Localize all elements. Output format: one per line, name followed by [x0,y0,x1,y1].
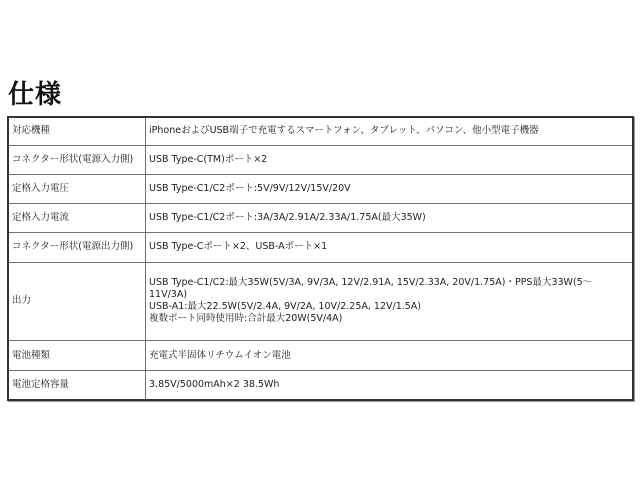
spec-value [146,371,634,400]
spec-value [146,204,634,233]
spec-value [146,262,634,341]
spec-value-line: 3.85V/5000mAh×2 38.5Wh [149,379,280,391]
spec-value-line: USB Type-C(TM)ポート×2 [149,153,268,165]
spec-row-rated-input-voltage [8,174,633,203]
page-title: 仕様 [8,80,63,110]
spec-value [146,117,634,145]
spec-label: 定格入力電流 [8,204,146,233]
spec-value [146,145,634,174]
spec-value [146,174,634,203]
spec-row-input-connector [8,145,633,174]
spec-value [146,233,634,262]
spec-value-line: iPhoneおよびUSB端子で充電するスマートフォン、タブレット、パソコン、他小型電子機器 [149,125,539,137]
spec-table [7,116,634,401]
spec-value [146,341,634,371]
spec-label: 電池種類 [8,341,146,371]
spec-value-line: 複数ポート同時使用時:合計最大20W(5V/4A) [149,313,343,325]
spec-row-output [8,262,633,341]
spec-label: コネクター形状(電源出力側) [8,233,146,262]
spec-label: 対応機種 [8,117,146,145]
spec-label: コネクター形状(電源入力側) [8,145,146,174]
spec-value-line: USB Type-C1/C2ポート:3A/3A/2.91A/2.33A/1.75A(最大35W) [149,212,426,224]
spec-row-compatible-devices [8,117,633,145]
spec-value-line: USB Type-Cポート×2、USB-Aポート×1 [149,241,328,253]
spec-label: 出力 [8,262,146,341]
spec-value-line: USB Type-C1/C2ポート:5V/9V/12V/15V/20V [149,182,351,194]
spec-value-line: USB Type-C1/C2:最大35W(5V/3A, 9V/3A, 12V/2.91A, 15V/2.33A, 20V/1.75A)・PPS最大33W(5〜11V/3A) [149,277,593,301]
spec-row-output-connector [8,233,633,262]
spec-label: 定格入力電圧 [8,174,146,203]
spec-row-rated-input-current [8,204,633,233]
spec-value-line: USB-A1:最大22.5W(5V/2.4A, 9V/2A, 10V/2.25A, 12V/1.5A) [149,301,422,313]
spec-value-line: 充電式半固体リチウムイオン電池 [149,349,291,361]
spec-label: 電池定格容量 [8,371,146,400]
spec-row-battery-capacity [8,371,633,400]
spec-row-battery-type [8,341,633,371]
